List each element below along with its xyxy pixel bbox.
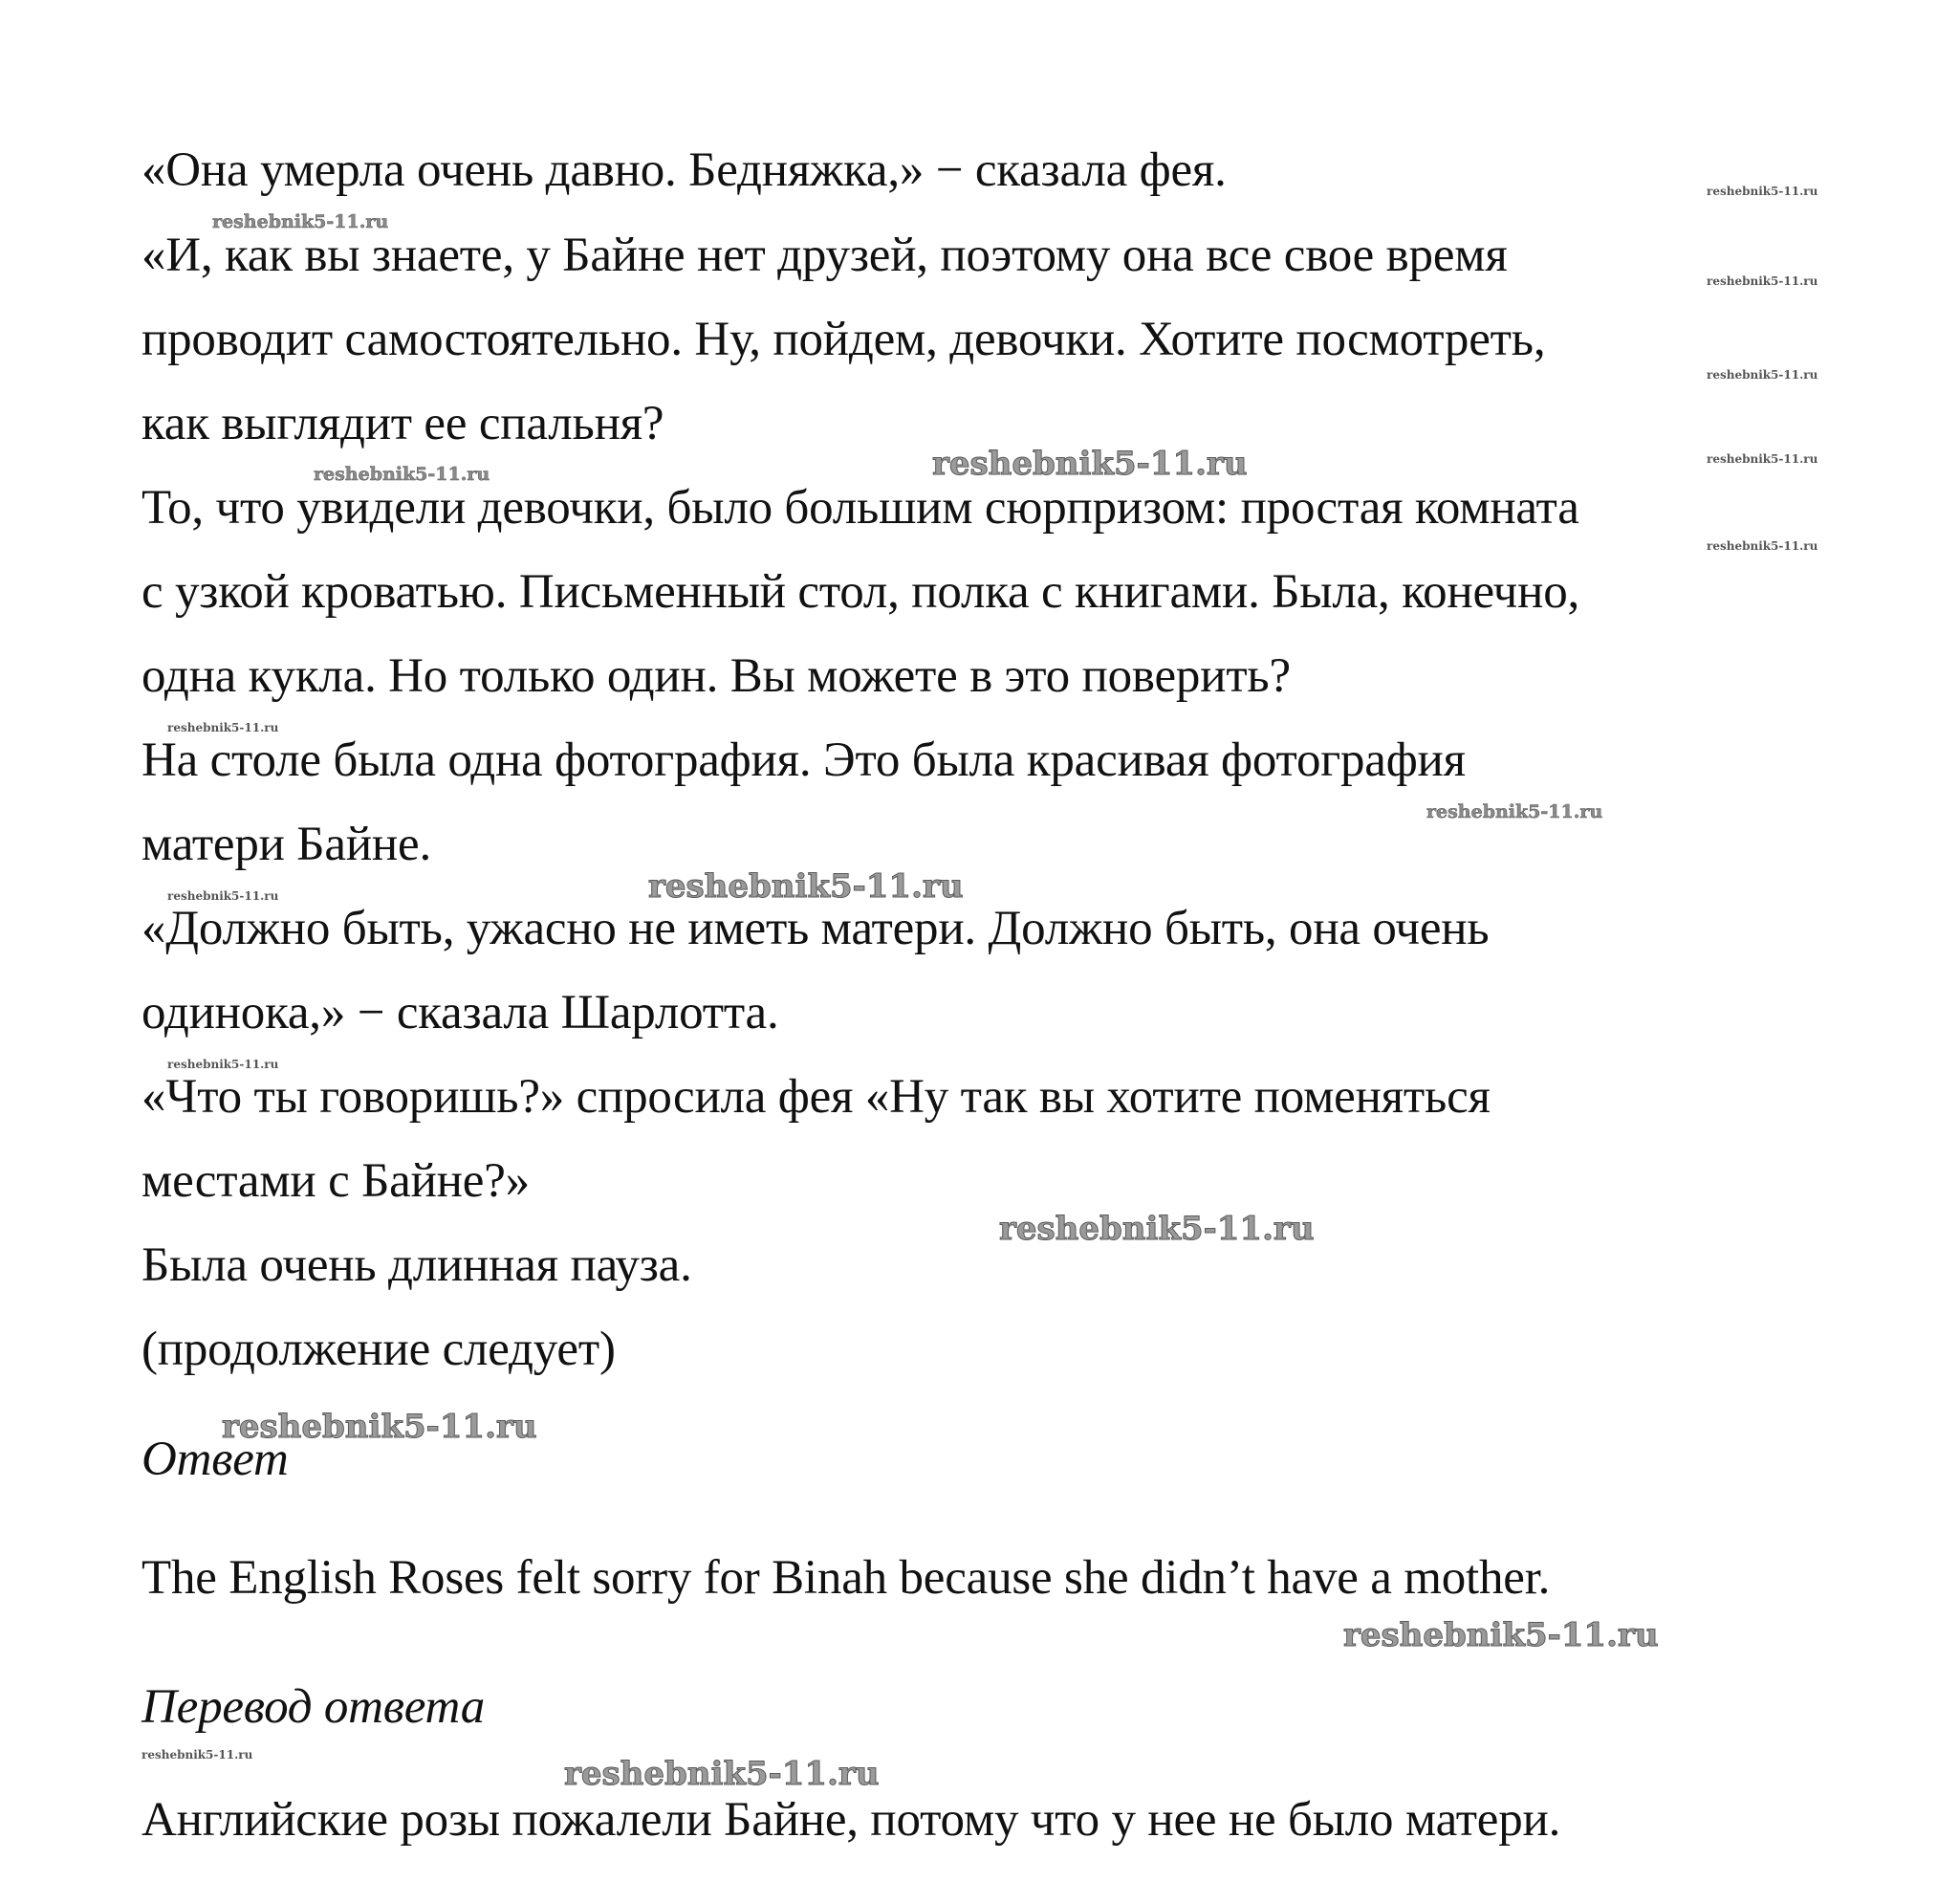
- story-line-3: проводит самостоятельно. Ну, пойдем, девочки. Хотите посмотреть,: [141, 313, 1546, 366]
- watermark: reshebnik5-11.ru: [1707, 452, 1818, 466]
- watermark: reshebnik5-11.ru: [648, 867, 964, 906]
- watermark: reshebnik5-11.ru: [1707, 274, 1818, 288]
- story-line-10: «Должно быть, ужасно не иметь матери. Должно быть, она очень: [141, 902, 1490, 955]
- story-line-9: матери Байне.: [141, 818, 432, 871]
- watermark: reshebnik5-11.ru: [167, 721, 279, 734]
- story-line-2: «И, как вы знаете, у Байне нет друзей, поэтому она все свое время: [141, 229, 1508, 282]
- story-line-6: с узкой кроватью. Письменный стол, полка с книгами. Была, конечно,: [141, 565, 1580, 619]
- story-line-15: (продолжение следует): [141, 1323, 616, 1376]
- watermark: reshebnik5-11.ru: [999, 1210, 1315, 1248]
- watermark: reshebnik5-11.ru: [932, 445, 1248, 483]
- watermark: reshebnik5-11.ru: [1707, 185, 1818, 198]
- story-line-8: На столе была одна фотография. Это была красивая фотография: [141, 733, 1466, 787]
- story-line-5: То, что увидели девочки, было большим сюрпризом: простая комната: [141, 481, 1579, 535]
- watermark: reshebnik5-11.ru: [1707, 539, 1818, 553]
- watermark: reshebnik5-11.ru: [314, 464, 490, 485]
- answer-heading: Ответ: [141, 1433, 289, 1486]
- translation-text: Английские розы пожалели Байне, потому что у нее не было матери.: [141, 1793, 1561, 1847]
- watermark: reshebnik5-11.ru: [167, 889, 279, 903]
- story-line-14: Была очень длинная пауза.: [141, 1238, 692, 1292]
- watermark: reshebnik5-11.ru: [212, 211, 389, 232]
- watermark: reshebnik5-11.ru: [1343, 1616, 1659, 1654]
- story-line-11: одинока,» − сказала Шарлотта.: [141, 986, 779, 1040]
- story-line-13: местами с Байне?»: [141, 1154, 530, 1208]
- story-line-7: одна кукла. Но только один. Вы можете в это поверить?: [141, 649, 1291, 703]
- story-line-12: «Что ты говоришь?» спросила фея «Ну так вы хотите поменяться: [141, 1070, 1491, 1124]
- watermark: reshebnik5-11.ru: [1426, 801, 1603, 822]
- watermark: reshebnik5-11.ru: [222, 1408, 537, 1446]
- watermark: reshebnik5-11.ru: [141, 1748, 253, 1762]
- watermark: reshebnik5-11.ru: [564, 1755, 880, 1793]
- translation-heading: Перевод ответа: [141, 1680, 486, 1734]
- story-line-4: как выглядит ее спальня?: [141, 397, 664, 450]
- watermark: reshebnik5-11.ru: [167, 1058, 279, 1071]
- watermark: reshebnik5-11.ru: [1707, 368, 1818, 382]
- story-line-1: «Она умерла очень давно. Бедняжка,» − сказала фея.: [141, 143, 1227, 197]
- answer-text: The English Roses felt sorry for Binah because she didn’t have a mother.: [141, 1551, 1551, 1605]
